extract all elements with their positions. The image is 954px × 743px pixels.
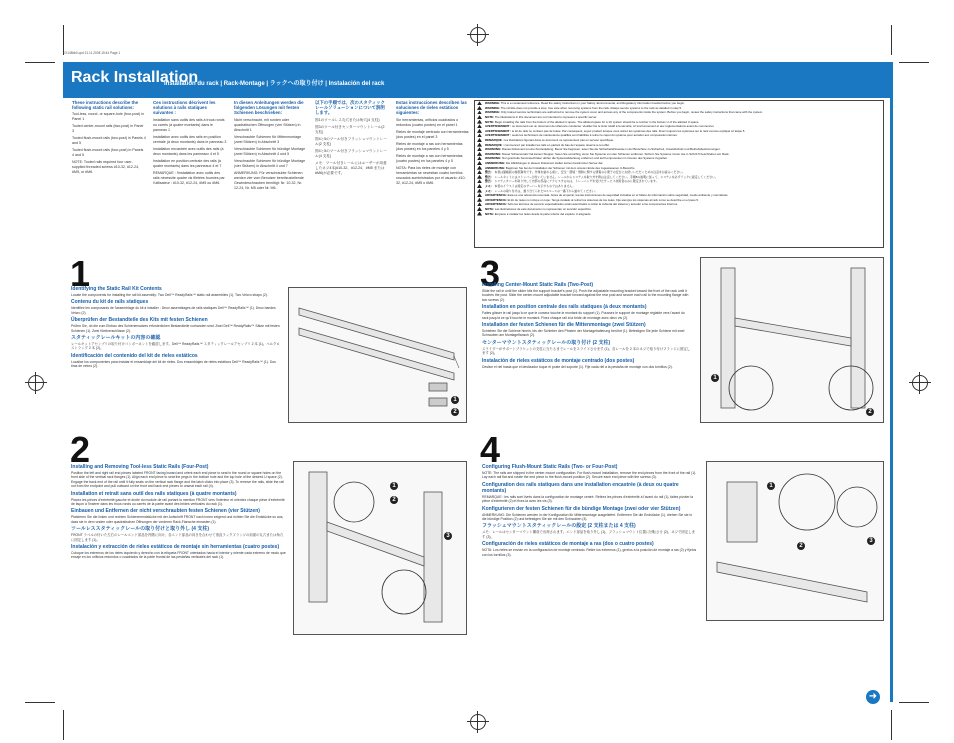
warning-body: le kit de rails ne contient pas de butée. Par conséquent, soyez prudent lorsque vous retirez les systèmes des rails. Fixez toujours les systèmes sur le rack comme expliqué à l'étape 5.: [511, 128, 746, 133]
step-heading: フラッシュマウントスタティックレールの設定 (2 支柱または 4 支柱): [482, 523, 636, 530]
callout-2: 2: [797, 542, 805, 550]
step-paragraph: NOTE: The rails are shipped in the center-mount configuration. For flush-mount installation, remove the end pieces from the front of the rail (1). Lay each rail flat and rotate the end piece to the flush-mount position (2). Secure each end piece with the screws (3).: [482, 471, 697, 480]
step-paragraph: Slide the rail in until the slider hits the support bracket's post (1). Push the adjustable mounting bracket toward the front of the rack until it touches the post. Slide the center-mount adjustable bracket forward against the rear post and secure each rail to the mounting flange with two screws (2).: [482, 289, 689, 302]
warning-icon: [477, 175, 482, 179]
intro-item: Installation avec outils des rails en position centrale (à deux montants) dans le panneau 3: [153, 134, 227, 144]
step-paragraph: NOTA: Los rieles se envían en la configuración de montaje centrado. Retire los extremos (1), gírelos a la posición de montaje a ras (2) y fíjelos con los tornillos (3).: [482, 548, 697, 557]
step-paragraph: Placez les pièces d'extrémité gauche et droite du module de rail portant la mention FRONT vers l'intérieur et orientez chaque pièce d'extrémité de façon à l'insérer dans les trous ronds ou carrés de la partie avant des brides verticales du rack (1).: [71, 497, 285, 507]
step-heading: Einbauen und Entfernen der nicht verschraubten festen Schienen (vier Stützen): [71, 508, 260, 515]
intro-item: Installation sans outils des rails à trous ronds ou carrés (à quatre montants) dans le panneau 1: [153, 117, 225, 132]
warning-icon: [477, 179, 482, 183]
intro-heading: 以下の手順では、次のスタティックレールソリューションについて説明します。: [315, 100, 385, 116]
registration-mark: [28, 375, 44, 391]
step-heading: Installing and Removing Tool-less Static Rails (Four-Post): [71, 464, 209, 470]
warning-label: NOTA:: [485, 211, 494, 216]
warning-row: [475, 211, 883, 216]
callout-1: 1: [711, 374, 719, 382]
warnings-box: [474, 100, 884, 248]
warning-body: Nur geschulte Servicetechniker dürfen die Systemabdeckung entfernen und auf Komponenten im Inneren des Systems zugreifen.: [502, 156, 668, 161]
warning-label: 警告：: [485, 179, 494, 184]
step-paragraph: Faites glisser le rail jusqu'à ce que le curseur touche le montant du support (1). Poussez le support de montage réglable vers l'avant du rack jusqu'à ce qu'il touche le montant. Fixez chaque rail à la bride de montage avec deux vis (2).: [482, 311, 685, 320]
intro-note: NOTA: Para los rieles de montaje con herramientas se necesitan cuatro tornillos roscados suministrados por el usuario: #10-32, #12-24, #M5 o #M6.: [396, 165, 466, 185]
step-heading: Installation en position centrale des rails statiques (à deux montants): [482, 304, 647, 311]
warning-label: WARNING:: [485, 110, 500, 115]
step-number: 4: [480, 429, 501, 470]
warning-text: [485, 115, 597, 119]
registration-mark: [912, 375, 928, 391]
warning-icon: [477, 110, 482, 114]
toolless-rail-illustration: [293, 461, 467, 635]
intro-item: Tool-less, round- or square-hole (four-post) in Panel 1: [72, 112, 145, 122]
step-paragraph: Schieben Sie die Schiene hinein, bis der Schieber den Pfosten der Montagehalterung berührt (1). Befestigen Sie jede Schiene mit zwei Schrauben am Montageflansch (2).: [482, 329, 685, 338]
intro-column-fr: [153, 100, 227, 188]
side-accent-bar: [890, 62, 893, 702]
callout-1: 1: [767, 482, 775, 490]
warning-icon: [477, 143, 482, 147]
step-heading: Instalación y extracción de rieles estáticos de montaje sin herramientas (cuatro postes): [71, 544, 280, 551]
print-slug: YX148bk0.qxd 21.11.2008 15:44 Page 1: [63, 51, 121, 55]
center-mount-drawing: [701, 258, 883, 422]
warning-text: [485, 124, 714, 128]
intro-item: 図1のツールレス丸穴または角穴(4 支柱): [315, 117, 380, 122]
page-subtitle: Installation du rack | Rack-Montage | ラックへの取り付け | Instalación del rack: [164, 81, 385, 87]
warning-icon: [477, 193, 482, 197]
warning-label: メモ：: [485, 188, 494, 193]
intro-heading: In diesen Anleitungen werden die folgenden Lösungen mit festen Schienen beschrieben:: [234, 100, 304, 116]
intro-column-en: [72, 100, 146, 177]
warning-text: [485, 207, 592, 211]
warning-label: 警告：: [485, 170, 494, 175]
step-paragraph: Localice los componentes para instalar el ensamblaje del kit de rieles. Dos ensamblajes de rieles estáticos Dell™ ReadyRails™ (1). Dos tiras de velcro (2).: [71, 359, 276, 369]
step-heading: Konfigurieren der festen Schienen für die bündige Montage (zwei oder vier Stützen): [482, 505, 681, 512]
step-heading: Installation et retrait sans outil des rails statiques (à quatre montants): [71, 490, 237, 497]
intro-note: REMARQUE : l'installation avec outils des rails nécessite quatre vis filetées fournies par l'utilisateur : #10-32, #12-24, #M5 ou #M6.: [153, 170, 225, 185]
warning-text: [485, 198, 699, 202]
warning-label: AVERTISSEMENT :: [485, 133, 512, 138]
rail-kit-illustration: [288, 287, 467, 423]
warning-icon: [477, 170, 482, 174]
step-heading: Configuración de rieles estáticos de montaje a ras (dos o cuatro postes): [482, 541, 654, 548]
crop-mark: [25, 62, 55, 63]
warning-icon: [477, 138, 482, 142]
crop-mark: [899, 702, 929, 703]
warning-icon: [477, 101, 482, 105]
warning-text: [485, 193, 728, 197]
warning-label: ANMERKUNG:: [485, 161, 506, 166]
step-heading: Instalación de rieles estáticos de montaje centrado (dos postes): [482, 357, 635, 364]
warning-icon: [477, 198, 482, 202]
step-paragraph: Identifiez les composants de l'assemblage du kit à installer : Deux assemblages de rails statiques Dell™ ReadyRails™ (1). Deux bandes Velcro (2).: [71, 306, 276, 315]
step-paragraph: メモ：レールはセンターマウント構成で出荷されます。エンド部品を取り外し (1)、フラッシュマウント位置に回転させ (2)、ネジで固定します (3)。: [482, 530, 695, 539]
flush-mount-drawing: [707, 462, 883, 620]
warning-text: [485, 189, 598, 193]
warning-label: NOTE:: [485, 119, 494, 124]
crop-mark: [891, 25, 892, 55]
step-paragraph: Platzieren Sie die linken und rechten Schienenendstücke mit der Aufschrift FRONT nach innen zeigend und richten Sie die Endstücke so aus, dass sie in den runden oder quadratischen Öffnungen der vorderen Rack-Flansche einrasten (1).: [71, 515, 284, 524]
step-heading: Installation der festen Schienen für die Mittenmontage (zwei Stützen): [482, 322, 646, 329]
warning-icon: [477, 124, 482, 128]
warning-icon: [477, 207, 482, 211]
intro-item: Installation en position centrale des rails (à quatre montants) dans les panneaux 4 et 7: [153, 158, 222, 168]
warning-label: REMARQUE :: [485, 142, 504, 147]
warning-label: ADVERTENCIA:: [485, 197, 507, 202]
intro-item: Rieles de montaje a ras con herramientas (cuatro postes) en los paneles 4 y 5: [396, 153, 463, 163]
step-heading: Configuration des rails statiques dans une installation encastrée (à deux ou quatre montants): [482, 481, 679, 494]
intro-column-de: [234, 100, 308, 193]
warning-icon: [477, 129, 482, 133]
intro-item: 図4と5のツール付きフラッシュマウントレール(2 支柱): [315, 136, 387, 146]
arrow-right-icon[interactable]: ➜: [866, 690, 880, 704]
warning-text: [485, 202, 678, 206]
warning-label: ANMERKUNG:: [485, 165, 506, 170]
step-4-text: [482, 462, 697, 559]
warning-body: Only trained service technicians are authorized to remove the system cover and access any of the components inside the system. Before you begin, review the safety instructions that came with the system.: [500, 110, 763, 115]
step-paragraph: Locate the components for installing the rail kit assembly: Two Dell™ ReadyRails™ static rail assemblies (1). Two Velcro straps (2).: [71, 293, 268, 297]
intro-item: Nicht verschraubt, mit runden oder quadratischen Öffnungen (vier Stützen) in Abschnitt 1: [234, 117, 301, 132]
warning-icon: [477, 212, 482, 216]
step-heading: Identificación del contenido del kit de rieles estáticos: [71, 352, 198, 359]
intro-note: NOTE: Tooled rails required four user-supplied threaded screws #10-32, #12-24, #M5, or #M6.: [72, 160, 140, 175]
step-heading: スタティックレールキットの内容の確認: [71, 335, 161, 342]
toolless-rail-drawing: [294, 462, 466, 634]
intro-item: Verschraubte Schienen für Mittenmontage (zwei Stützen) in Abschnitt 3: [234, 134, 302, 144]
callout-3: 3: [444, 532, 452, 540]
warning-label: WARNUNG:: [485, 156, 502, 161]
callout-2: 2: [451, 408, 459, 416]
warning-icon: [477, 156, 482, 160]
warning-text: [485, 156, 668, 160]
registration-mark: [470, 714, 486, 730]
warning-text: [485, 143, 610, 147]
step-1-text: [71, 284, 281, 371]
rail-kit-drawing: [289, 288, 466, 422]
step-number: 3: [480, 253, 501, 294]
intro-item: Rieles de montaje centrado con herramientas (dos postes) en el panel 3: [396, 129, 469, 139]
warning-label: 警告：: [485, 174, 494, 179]
warning-label: WARNING:: [485, 101, 500, 106]
warning-text: [485, 152, 729, 156]
callout-1: 1: [390, 482, 398, 490]
intro-item: 図4と5のツール付きフラッシュマウントレール(4 支柱): [315, 148, 387, 158]
warning-label: REMARQUE :: [485, 138, 504, 143]
warning-text: [485, 179, 659, 183]
step-heading: ツールレススタティックレールの取り付けと取り外し (4 支柱): [71, 526, 210, 533]
step-number: 2: [70, 429, 91, 470]
warning-body: 本書のイラストは特定のサーバーを示すものではありません。: [494, 183, 576, 188]
warning-icon: [477, 147, 482, 151]
intro-item: Verschraubte Schienen für bündige Montage (zwei Stützen) in Abschnitt 4 und 5: [234, 146, 306, 156]
warning-label: WARNUNG:: [485, 147, 502, 152]
page-title: Rack Installation: [71, 69, 199, 86]
warning-body: seuls les techniciens de maintenance qualifiés sont habilités à retirer le capot du système pour accéder aux composants internes.: [511, 133, 678, 138]
warning-body: Empiece a instalar los rieles desde la parte inferior del espacio U asignado.: [494, 211, 592, 216]
warning-label: ADVERTENCIA:: [485, 193, 507, 198]
intro-item: Installation encastrée avec outils des rails (à deux montants) dans les panneaux 4 et 5: [153, 146, 224, 156]
warning-icon: [477, 106, 482, 110]
warning-label: WARNING:: [485, 105, 500, 110]
crop-mark: [25, 702, 55, 703]
warning-label: ADVERTENCIA:: [485, 202, 507, 207]
warning-body: Esta es una referencia resumida. Antes de empezar, lea las instrucciones de seguridad incluidas en el folleto de información sobre seguridad, medio ambiente y normativas.: [507, 193, 729, 198]
warning-body: システムカバーを取り外して内部の部品にアクセスするのは、トレーニングを受けたサービス技術者のみに限定されています。: [494, 179, 659, 184]
warning-icon: [477, 202, 482, 206]
callout-3: 3: [867, 537, 875, 545]
intro-item: Tooled center-mount rails (two-post) in Panel 3: [72, 124, 144, 134]
warning-icon: [477, 115, 482, 119]
intro-item: 図3のツール付きセンターマウントレール(2 支柱): [315, 124, 385, 134]
crop-mark: [891, 710, 892, 740]
warning-text: [485, 106, 682, 110]
warning-body: The rail kits does not provide a stop. Use care when removing systems from the rails. Always secure systems to the rack as detailed in step 5.: [500, 105, 682, 110]
warning-label: AVERTISSEMENT :: [485, 128, 512, 133]
warning-body: レールの取り付けは、割り当てられたUスペースの一番下から始めてください。: [494, 188, 598, 193]
warning-body: Die Abbildungen in diesem Dokument stellen keinen bestimmten Server dar.: [505, 161, 604, 166]
warning-body: レールキットにはストッパーが付いていません。レールからシステムを取り外す際は注意してください。手順5の説明に従って、システムを必ずラックに固定してください。: [494, 174, 718, 179]
warning-label: NOTA:: [485, 206, 494, 211]
callout-2: 2: [390, 496, 398, 504]
step-number: 1: [70, 253, 91, 294]
warning-icon: [477, 152, 482, 156]
intro-item: Sin herramientas, orificios cuadrados o redondos (cuatro postes) en el panel 1: [396, 117, 459, 127]
warning-body: Begin installing the rails from the bottom of the allotted U space. The allotted space for a 1U system should be a number in the bottom U of the allotted U space.: [494, 119, 700, 124]
crop-mark: [63, 710, 64, 740]
warning-body: This is a condensed reference. Read the safety instructions in your Safety, Environmental, and Regulatory Information booklet before you begin.: [500, 101, 685, 106]
warning-label: WARNUNG:: [485, 151, 502, 156]
warning-body: Las ilustraciones de este documento no representan un servidor específico.: [494, 206, 592, 211]
step-heading: Contenu du kit de rails statiques: [71, 299, 149, 306]
warning-body: Sólo los técnicos de servicio especializados están autorizados a retirar la cubierta del sistema y acceder a los componentes internos.: [507, 202, 678, 207]
warning-text: [485, 120, 699, 124]
step-2-text: [71, 462, 286, 562]
warning-text: [485, 138, 614, 142]
warning-icon: [477, 189, 482, 193]
callout-2: 2: [866, 408, 874, 416]
warning-text: [485, 101, 685, 105]
warning-icon: [477, 166, 482, 170]
intro-note: メモ：ツール付きレールにはユーザーが用意したネジ4本(#10-32、#12-24、#M5 または #M6)が必要です。: [315, 160, 387, 175]
warning-label: NOTE:: [485, 115, 494, 120]
intro-heading: These instructions describe the following static rail solutions:: [72, 100, 139, 111]
step-paragraph: Coloque los extremos de los rieles izquierdo y derecho con la etiqueta FRONT orientados hacia el interior y oriente cada extremo de modo que encaje en los orificios redondos o cuadrados de la parte frontal de las pestañas verticales del rack (1).: [71, 551, 286, 560]
step-paragraph: スライダーがサポートブラケットの支柱に当たるまでレールをスライドさせます (1)。各レールを 2 本のネジで取り付けフランジに固定します (2)。: [482, 346, 691, 356]
warning-text: [485, 147, 721, 151]
step-heading: Überprüfen der Bestandteile des Kits mit festen Schienen: [71, 317, 208, 324]
warning-icon: [477, 120, 482, 124]
warning-body: Dieser Schienensatz hat keinen Stopper. Seien Sie vorsichtig, wenn Sie Systeme von den Schienen entfernen. Sichern Sie Systeme immer wie in Schritt 5 beschrieben am Rack.: [502, 151, 730, 156]
warning-icon: [477, 133, 482, 137]
header-bar: [63, 62, 892, 98]
warning-text: [485, 133, 678, 137]
step-paragraph: ANMERKUNG: Die Schienen werden in der Konfiguration für Mittenmontage ausgeliefert. Entfernen Sie die Endstücke (1), drehen Sie sie in die bündige Position (2) und befestigen Sie sie mit den Schrauben (3).: [482, 512, 693, 522]
warning-text: [485, 184, 575, 188]
step-heading: Configuring Flush-Mount Static Rails (Two- or Four-Post): [482, 464, 618, 470]
warning-text: [485, 166, 635, 170]
warning-body: ce document est un document de référence condensé. Veuillez lire le livret relatif à la sécurité, à l'environnement et aux réglementations avant de commencer.: [511, 124, 715, 129]
flush-mount-illustration: [706, 461, 884, 621]
warning-text: [485, 170, 685, 174]
warning-label: メモ：: [485, 183, 494, 188]
step-3-text: [482, 280, 692, 371]
warning-body: Dieses Dokument ist eine Kurzanleitung. Bevor Sie beginnen, lesen Sie die Sicherheitshinweise in der Broschüre zu Sicherheit, Umweltschutz und Betriebsbestimmungen.: [502, 147, 721, 152]
step-heading: センターマウントスタティックレールの取り付け (2 支柱): [482, 339, 611, 346]
warning-label: AVERTISSEMENT :: [485, 124, 512, 129]
intro-column-ja: [315, 100, 389, 178]
warning-body: Beginnen Sie bei der Installation der Schienen mit dem unteren Ende des zugewiesenen U-Bereichs.: [505, 165, 636, 170]
warning-body: les illustrations figurant dans ce document ne représentent pas un serveur spécifique.: [504, 138, 614, 143]
warning-body: El kit de rieles no incluye un tope. Tenga cuidado al retirar los sistemas de los rieles. Fije siempre los sistemas al rack como se describe en el paso 5.: [507, 197, 699, 202]
intro-item: Verschraubte Schienen für bündige Montage (vier Stützen) in Abschnitt 4 und 7: [234, 158, 306, 168]
step-paragraph: Deslice el riel hasta que el deslizador toque el poste del soporte (1). Fije cada riel a la pestaña de montaje con dos tornillos (2).: [482, 364, 673, 369]
warning-body: The illustrations in this document are not intended to represent a specific server.: [494, 115, 598, 120]
warning-text: [485, 161, 603, 165]
intro-item: Rieles de montaje a ras con herramientas (dos postes) en los paneles 4 y 5: [396, 141, 463, 151]
step-paragraph: FRONT ラベルの付いた左右のレールエンド部品を内側に向け、各エンド部品の向きを合わせて垂直ラックフランジの前面の丸穴または角穴に固定します (1)。: [71, 533, 284, 542]
step-paragraph: Position the left and right rail end pieces labeled FRONT facing inward and orient each end piece to seat in the round or square holes on the front side of the vertical rack flanges (1). Align each end piece to seat the pegs in the bottom hole and the top hole of the desired U space (2). Engage the back end of the rail until it fully seats on the vertical rack flange and the latch clicks into place (3). To remove the rails, slide the rail out from the endpoint and pull outward on the front and back end pieces to unseat each rail (4).: [71, 471, 284, 489]
intro-note: ANMERKUNG: Für verschraubte Schienen werden vier vom Benutzer bereitzustellende Gewindeschrauben benötigt: Nr. 10-32, Nr. 12-24, Nr. M5 oder Nr. M6.: [234, 170, 304, 190]
warning-body: 本書は簡略版の参照資料です。作業を始める前に、安全・環境・規制に関する情報の小冊子の安全にお使いいただくための注意をお読みください。: [494, 170, 686, 175]
step-paragraph: Prüfen Sie, ob die zum Einbau des Schienensatzes erforderlichen Bestandteile vorhanden sind: Zwei Dell™ ReadyRails™ Sätze mit festen Schienen (1). Zwei Klettverschlüsse (2).: [71, 324, 280, 333]
warning-body: commencez par installer les rails en partant du bas de l'espace réservé à cet effet.: [504, 142, 610, 147]
warning-text: [485, 212, 591, 216]
intro-heading: Ces instructions décrivent les solutions à rails statiques suivantes :: [153, 100, 216, 116]
warning-icon: [477, 161, 482, 165]
warning-text: [485, 129, 745, 133]
center-mount-illustration: [700, 257, 884, 423]
intro-heading: Estas instrucciones describen las soluciones de rieles estáticos siguientes:: [396, 100, 467, 116]
warning-icon: [477, 184, 482, 188]
step-paragraph: REMARQUE : les rails sont livrés dans la configuration de montage centré. Retirez les pièces d'extrémité à l'avant du rail (1), faites pivoter la pièce d'extrémité (2) et fixez-la avec les vis (3).: [482, 494, 694, 504]
crop-mark: [899, 62, 929, 63]
callout-1: 1: [451, 396, 459, 404]
intro-item: Tooled flush-mount rails (four-post) in Panels 4 and 5: [72, 148, 144, 158]
intro-column-es: [396, 100, 470, 188]
step-heading: Installing Center-Mount Static Rails (Two-Post): [482, 282, 594, 288]
intro-item: Tooled flush-mount rails (two-post) in Panels 4 and 5: [72, 136, 146, 146]
step-heading: Identifying the Static Rail Kit Contents: [71, 286, 162, 292]
warning-text: [485, 110, 763, 114]
registration-mark: [470, 27, 486, 43]
step-paragraph: レールキットアセンブリの取り付けコンポーネントを確認します。Dell™ ReadyRails™ スタティックレールアセンブリ 2 本 (1)。ベルクロストラップ 2 本 (2)。: [71, 342, 280, 351]
